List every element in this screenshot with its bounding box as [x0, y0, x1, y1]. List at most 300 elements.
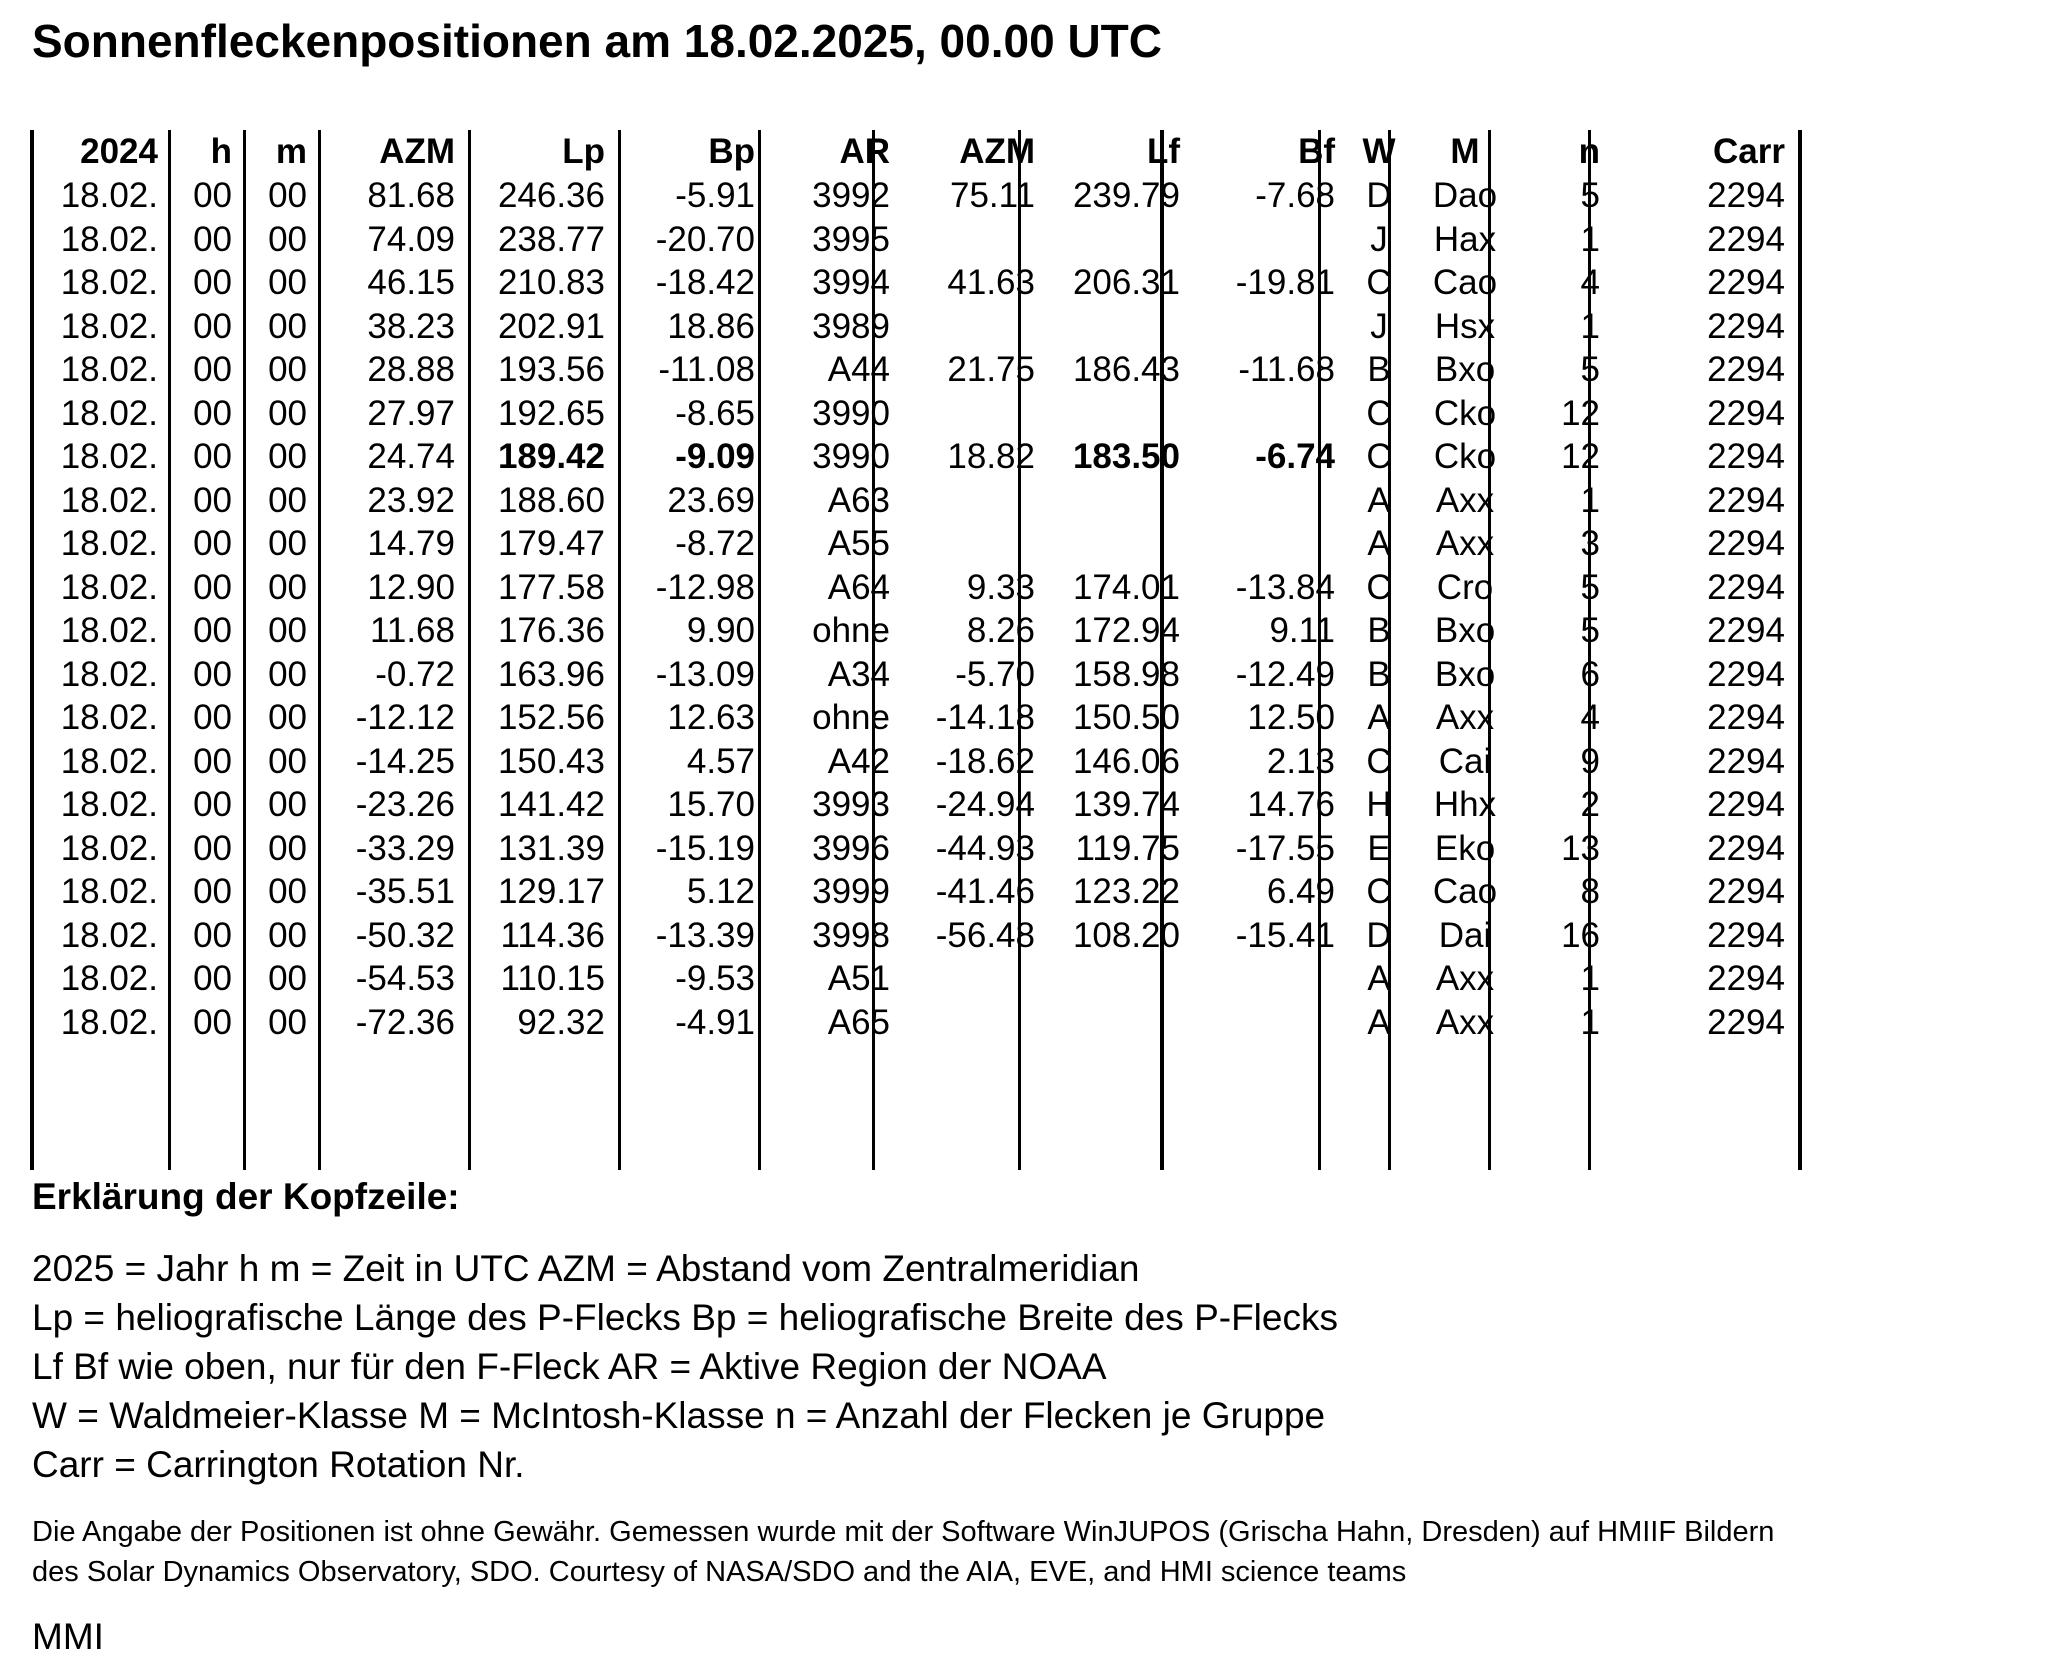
table-cell: A [1367, 698, 1391, 737]
table-cell: -9.09 [675, 437, 755, 476]
table-cell: 206.31 [1072, 263, 1180, 302]
table-cell: 183.50 [1072, 437, 1180, 476]
table-cell: -17.55 [1235, 828, 1335, 868]
table-cell: 00 [268, 741, 307, 781]
table-cell: C [1366, 393, 1392, 433]
explanation-line: Lp = heliografische Länge des P-Flecks Bp = heliografische Breite des P-Flecks [32, 1297, 1338, 1338]
table-row [30, 218, 1800, 262]
table-cell: 18.02. [60, 741, 158, 781]
table-row [30, 870, 1800, 914]
table-cell: 12.90 [367, 567, 455, 607]
table-cell [905, 392, 1035, 436]
table-cell: -41.46 [935, 872, 1035, 911]
table-cell: -13.84 [1235, 567, 1335, 607]
table-cell: 123.22 [1072, 872, 1180, 911]
table-cell: -50.32 [355, 915, 455, 955]
table-cell: Hax [1433, 219, 1497, 259]
table-cell: 5 [1580, 176, 1600, 215]
table-cell [905, 1001, 1035, 1045]
table-cell: -11.08 [658, 350, 755, 389]
table-cell: A63 [827, 480, 890, 520]
table-cell: 186.43 [1072, 350, 1180, 389]
table-cell: Bxo [1434, 654, 1496, 694]
column-header: Carr [1713, 132, 1785, 171]
column-header: h [210, 132, 232, 171]
table-row [30, 609, 1800, 653]
column-header: n [1578, 132, 1600, 171]
table-cell: -72.36 [355, 1002, 455, 1042]
table-cell: Dao [1432, 176, 1498, 215]
table-cell: 5 [1580, 350, 1600, 389]
table-cell: 00 [268, 263, 307, 302]
table-cell: A51 [827, 959, 890, 998]
table-cell: 2294 [1707, 698, 1785, 737]
table-cell: 5 [1580, 611, 1600, 650]
table-cell: 12.63 [667, 698, 755, 737]
table-cell: 238.77 [497, 219, 605, 259]
table-cell: Cai [1438, 741, 1492, 781]
table-cell: 2294 [1707, 176, 1785, 215]
table-cell: 2 [1580, 785, 1600, 824]
table-cell: Hsx [1434, 306, 1496, 346]
table-cell [1050, 1001, 1180, 1045]
table-cell: 176.36 [497, 611, 605, 650]
table-cell: 00 [268, 306, 307, 346]
table-cell: 179.47 [497, 524, 605, 563]
table-cell: 18.02. [60, 567, 158, 607]
table-cell: 189.42 [497, 437, 605, 476]
table-row [30, 566, 1800, 610]
table-cell: -13.09 [655, 654, 755, 694]
table-cell: 3993 [812, 785, 890, 824]
column-header: AZM [379, 132, 455, 171]
table-cell: -24.94 [935, 785, 1035, 824]
table-cell: 193.56 [497, 350, 605, 389]
table-cell: 38.23 [367, 306, 455, 346]
table-cell: 2294 [1707, 741, 1785, 781]
table-cell: 3998 [812, 915, 890, 955]
table-cell: Bxo [1434, 350, 1496, 389]
table-cell: A55 [827, 524, 890, 563]
table-cell: 18.02. [60, 611, 158, 650]
table-cell: 15.70 [667, 785, 755, 824]
table-cell: 00 [268, 698, 307, 737]
table-cell: 00 [193, 828, 232, 868]
table-cell: 14.76 [1247, 785, 1335, 824]
table-cell: 4.57 [686, 741, 755, 781]
table-cell: -18.42 [655, 263, 755, 302]
table-cell [1195, 957, 1335, 1001]
table-cell: 6.49 [1266, 872, 1335, 911]
table-row [30, 305, 1800, 349]
table-cell: 18.02. [60, 698, 158, 737]
table-cell: 18.02. [60, 219, 158, 259]
table-cell: 00 [268, 959, 307, 998]
table-cell: Cro [1436, 567, 1494, 607]
table-cell: 2294 [1707, 828, 1785, 868]
table-cell: Cao [1432, 872, 1498, 911]
table-cell: -6.74 [1255, 437, 1335, 476]
table-cell: ohne [812, 611, 890, 650]
table-cell [1050, 957, 1180, 1001]
table-cell: 1 [1580, 306, 1600, 346]
table-cell: 18.02. [60, 437, 158, 476]
table-cell: 8 [1580, 872, 1600, 911]
table-cell: 00 [193, 567, 232, 607]
disclaimer-note: Die Angabe der Positionen ist ohne Gewähr. Gemessen wurde mit der Software WinJUPOS (Grischa Hahn, Dresden) auf HMIIF Bildern [32, 1516, 1775, 1548]
table-cell: J [1370, 306, 1388, 346]
table-cell: -20.70 [655, 219, 755, 259]
table-cell: Hhx [1433, 785, 1497, 824]
table-cell: 3996 [812, 828, 890, 868]
table-cell: Axx [1435, 1002, 1495, 1042]
table-cell: D [1366, 176, 1392, 215]
table-cell: 00 [193, 872, 232, 911]
table-cell: 00 [268, 1002, 307, 1042]
table-cell: -0.72 [375, 654, 455, 694]
table-cell: 9.90 [686, 611, 755, 650]
table-cell: 00 [193, 263, 232, 302]
table-cell: 00 [268, 176, 307, 215]
table-cell: Cao [1432, 263, 1498, 302]
table-cell: 141.42 [497, 785, 605, 824]
table-cell: 9.11 [1269, 611, 1335, 650]
table-cell: -5.91 [675, 176, 755, 215]
table-cell: -13.39 [655, 915, 755, 955]
table-cell: B [1367, 611, 1391, 650]
table-cell: -8.72 [675, 524, 755, 563]
table-cell: -15.19 [655, 828, 755, 868]
table-cell: C [1366, 437, 1392, 476]
table-cell: Axx [1435, 698, 1495, 737]
column-header: Lf [1146, 132, 1180, 171]
table-cell: 2294 [1707, 785, 1785, 824]
table-cell: 3 [1580, 524, 1600, 563]
table-cell: Bxo [1434, 611, 1496, 650]
table-cell: 188.60 [497, 480, 605, 520]
table-cell: 158.98 [1072, 654, 1180, 694]
table-cell [1050, 392, 1180, 436]
table-cell: 150.50 [1072, 698, 1180, 737]
table-cell: 2294 [1707, 915, 1785, 955]
table-cell: -19.81 [1235, 263, 1335, 302]
table-cell: 177.58 [497, 567, 605, 607]
table-cell: 1 [1580, 1002, 1600, 1042]
table-cell: 18.02. [60, 828, 158, 868]
table-cell: 00 [193, 524, 232, 563]
table-cell: 3995 [812, 219, 890, 259]
table-cell: -15.41 [1235, 915, 1335, 955]
table-row [30, 957, 1800, 1001]
table-cell: 174.01 [1072, 567, 1180, 607]
explanation-line: Lf Bf wie oben, nur für den F-Fleck AR = Aktive Region der NOAA [32, 1346, 1107, 1387]
column-header: Bf [1298, 132, 1335, 171]
table-cell: 00 [193, 306, 232, 346]
table-cell: Axx [1435, 959, 1495, 998]
table-cell: -12.12 [355, 698, 455, 737]
table-cell: 13 [1561, 828, 1600, 868]
table-row [30, 479, 1800, 523]
table-cell [1050, 479, 1180, 523]
table-cell: 1 [1580, 480, 1600, 520]
table-cell: 14.79 [367, 524, 455, 563]
table-cell: 18.86 [667, 306, 755, 346]
table-cell: 4 [1580, 263, 1600, 302]
table-cell: 00 [193, 741, 232, 781]
table-cell: 150.43 [497, 741, 605, 781]
table-cell: 3989 [812, 306, 890, 346]
table-cell: 00 [193, 611, 232, 650]
table-cell: -14.25 [355, 741, 455, 781]
table-cell: 00 [193, 915, 232, 955]
table-cell: 192.65 [497, 393, 605, 433]
table-cell: 00 [193, 959, 232, 998]
table-cell: 16 [1561, 915, 1600, 955]
table-cell: 00 [268, 480, 307, 520]
table-cell: B [1367, 350, 1391, 389]
table-cell: -5.70 [955, 654, 1035, 694]
table-cell: D [1366, 915, 1392, 955]
table-cell: 129.17 [497, 872, 605, 911]
table-cell: -7.68 [1255, 176, 1335, 215]
table-cell: 6 [1580, 654, 1600, 694]
table-cell: 2294 [1707, 654, 1785, 694]
table-cell: -23.26 [355, 785, 455, 824]
table-row [30, 392, 1800, 436]
table-cell: 163.96 [497, 654, 605, 694]
table-cell: 00 [193, 219, 232, 259]
table-cell: -35.51 [355, 872, 455, 911]
table-row [30, 740, 1800, 784]
table-cell: A64 [827, 567, 890, 607]
table-cell: 23.69 [667, 480, 755, 520]
table-cell: 00 [268, 437, 307, 476]
table-cell: 8.26 [966, 611, 1035, 650]
table-cell: 108.20 [1072, 915, 1180, 955]
sunspot-table [30, 130, 1800, 1170]
table-cell: 00 [193, 1002, 232, 1042]
table-cell [905, 305, 1035, 349]
table-cell: 210.83 [497, 263, 605, 302]
table-cell: H [1366, 785, 1392, 824]
table-row [30, 914, 1800, 958]
table-cell: 2294 [1707, 872, 1785, 911]
table-cell: C [1366, 567, 1392, 607]
table-cell: 41.63 [947, 263, 1035, 302]
table-cell: 2294 [1707, 263, 1785, 302]
table-cell: 00 [193, 350, 232, 389]
table-cell: 9.33 [966, 567, 1035, 607]
table-cell: 21.75 [947, 350, 1035, 389]
table-cell: -4.91 [675, 1002, 755, 1042]
table-cell: A [1367, 1002, 1391, 1042]
explanation-heading: Erklärung der Kopfzeile: [32, 1176, 460, 1217]
table-cell: 2294 [1707, 306, 1785, 346]
column-header: 2024 [80, 132, 158, 171]
table-cell: -18.62 [935, 741, 1035, 781]
table-cell: 23.92 [367, 480, 455, 520]
table-header-row [30, 130, 1800, 174]
table-cell: 2294 [1707, 480, 1785, 520]
table-cell: E [1367, 828, 1391, 868]
table-cell: 00 [193, 480, 232, 520]
table-cell: 3990 [812, 437, 890, 476]
table-cell [905, 522, 1035, 566]
column-header: W [1362, 132, 1396, 171]
table-cell: A42 [827, 741, 890, 781]
table-cell: 5 [1580, 567, 1600, 607]
table-cell: C [1366, 741, 1392, 781]
table-cell: 2.13 [1266, 741, 1335, 781]
table-cell: 18.02. [60, 176, 158, 215]
table-cell: Cko [1433, 393, 1497, 433]
table-cell: 00 [268, 654, 307, 694]
table-cell [1195, 305, 1335, 349]
table-row [30, 435, 1800, 479]
table-cell: -33.29 [355, 828, 455, 868]
explanation-line: W = Waldmeier-Klasse M = McIntosh-Klasse n = Anzahl der Flecken je Gruppe [32, 1395, 1326, 1436]
table-cell: 246.36 [497, 176, 605, 215]
table-cell: 172.94 [1072, 611, 1180, 650]
table-cell: 18.02. [60, 263, 158, 302]
table-cell: 114.36 [500, 915, 605, 955]
table-cell: 24.74 [367, 437, 455, 476]
table-cell: 2294 [1707, 437, 1785, 476]
table-cell: A [1367, 480, 1391, 520]
table-row [30, 261, 1800, 305]
table-cell: 2294 [1707, 959, 1785, 998]
table-cell: 81.68 [367, 176, 455, 215]
table-cell: 3999 [812, 872, 890, 911]
disclaimer-note: des Solar Dynamics Observatory, SDO. Courtesy of NASA/SDO and the AIA, EVE, and HMI science teams [32, 1556, 1407, 1588]
table-row [30, 696, 1800, 740]
table-cell: -11.68 [1238, 350, 1335, 389]
table-cell: 18.02. [60, 480, 158, 520]
table-cell [1195, 218, 1335, 262]
table-cell [1195, 479, 1335, 523]
table-cell: 18.02. [60, 350, 158, 389]
table-cell: 00 [193, 176, 232, 215]
table-cell: C [1366, 263, 1392, 302]
table-cell: 00 [193, 785, 232, 824]
table-cell: 2294 [1707, 611, 1785, 650]
table-cell: ohne [812, 698, 890, 737]
table-cell: 00 [268, 567, 307, 607]
table-cell: B [1367, 654, 1391, 694]
table-cell: Eko [1434, 828, 1496, 868]
table-cell: 00 [268, 524, 307, 563]
table-cell [1050, 305, 1180, 349]
table-cell: 1 [1580, 959, 1600, 998]
table-row [30, 827, 1800, 871]
table-cell: 00 [193, 698, 232, 737]
table-row [30, 1001, 1800, 1045]
table-cell: 3990 [812, 393, 890, 433]
table-cell: 46.15 [367, 263, 455, 302]
table-cell: 18.02. [60, 524, 158, 563]
table-cell: J [1370, 219, 1388, 259]
table-cell: A65 [827, 1002, 890, 1042]
table-cell: 18.02. [60, 915, 158, 955]
explanation-line: Carr = Carrington Rotation Nr. [32, 1444, 525, 1485]
table-cell: 00 [268, 872, 307, 911]
table-cell: Dai [1438, 915, 1492, 955]
table-cell: -8.65 [675, 393, 755, 433]
table-cell: A44 [827, 350, 890, 389]
table-cell: 12 [1561, 393, 1600, 433]
table-cell: 00 [268, 611, 307, 650]
table-cell: -12.49 [1235, 654, 1335, 694]
table-cell: 18.82 [947, 437, 1035, 476]
table-cell [905, 218, 1035, 262]
table-cell: -9.53 [675, 959, 755, 998]
table-cell [905, 957, 1035, 1001]
table-cell: 1 [1580, 219, 1600, 259]
explanation-line: 2025 = Jahr h m = Zeit in UTC AZM = Abstand vom Zentralmeridian [32, 1248, 1140, 1289]
table-cell: 152.56 [497, 698, 605, 737]
table-cell: 18.02. [60, 959, 158, 998]
table-cell: 00 [193, 654, 232, 694]
table-cell: 2294 [1707, 350, 1785, 389]
page-title: Sonnenfleckenpositionen am 18.02.2025, 00.00 UTC [32, 15, 1162, 67]
column-header: M [1450, 132, 1480, 171]
table-cell [1195, 392, 1335, 436]
table-cell [905, 479, 1035, 523]
signature: MMI [32, 1616, 104, 1657]
column-header: m [275, 132, 307, 171]
table-cell: A [1367, 959, 1391, 998]
column-header: Bp [708, 132, 755, 171]
table-cell: A [1367, 524, 1391, 563]
table-cell: 139.74 [1072, 785, 1180, 824]
table-cell: 3992 [812, 176, 890, 215]
table-cell: 75.11 [950, 176, 1035, 215]
table-cell: 9 [1580, 741, 1600, 781]
table-cell [1050, 522, 1180, 566]
table-cell: 239.79 [1072, 176, 1180, 215]
table-cell: -44.93 [935, 828, 1035, 868]
table-cell: 131.39 [497, 828, 605, 868]
table-cell: 00 [193, 437, 232, 476]
table-cell: 74.09 [367, 219, 455, 259]
table-cell [1195, 522, 1335, 566]
table-cell: 119.75 [1075, 828, 1180, 868]
table-cell: 18.02. [60, 654, 158, 694]
table-cell: 28.88 [367, 350, 455, 389]
table-row [30, 348, 1800, 392]
table-cell: 12.50 [1247, 698, 1335, 737]
table-cell: Cko [1433, 437, 1497, 476]
table-cell: -56.48 [935, 915, 1035, 955]
table-cell: 110.15 [500, 959, 605, 998]
table-cell: 00 [268, 219, 307, 259]
table-cell: -14.18 [935, 698, 1035, 737]
table-cell: 146.06 [1072, 741, 1180, 781]
table-cell: 27.97 [367, 393, 455, 433]
table-cell: -12.98 [655, 567, 755, 607]
table-row [30, 522, 1800, 566]
table-cell: 4 [1580, 698, 1600, 737]
column-header: Lp [562, 132, 605, 171]
table-cell: 18.02. [60, 785, 158, 824]
table-cell: 00 [268, 785, 307, 824]
table-cell: 00 [268, 393, 307, 433]
table-cell: 00 [268, 915, 307, 955]
table-cell: 18.02. [60, 1002, 158, 1042]
table-cell [1195, 1001, 1335, 1045]
table-cell: 00 [268, 350, 307, 389]
table-row [30, 783, 1800, 827]
